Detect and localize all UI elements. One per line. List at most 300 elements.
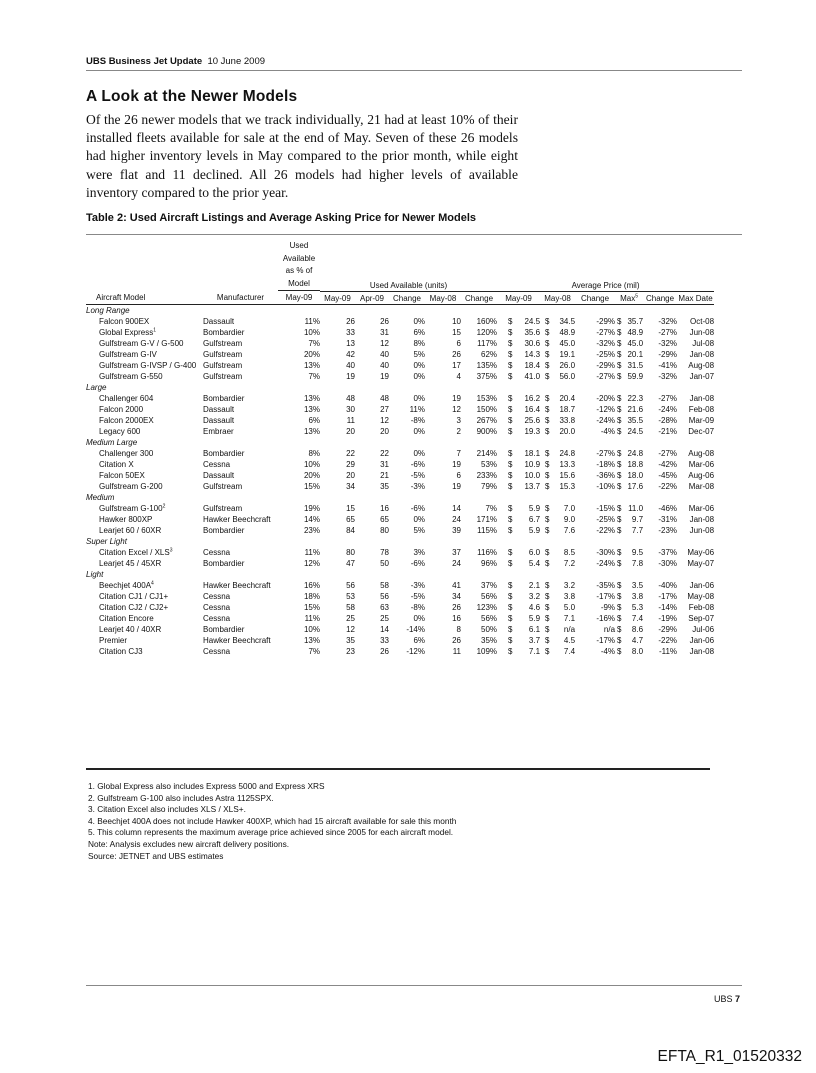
units-chg1: -6%: [410, 503, 425, 513]
pct-available: 13%: [303, 426, 320, 436]
price-max: [615, 415, 643, 426]
max-date: Jan-06: [689, 580, 715, 590]
units-chg1: 0%: [413, 393, 425, 403]
aircraft-model-name: Beechjet 400A: [99, 580, 152, 590]
price-max: [615, 360, 643, 371]
price-p08: [540, 613, 575, 624]
price-value: 25.6: [524, 415, 541, 425]
price-p08: [540, 635, 575, 646]
table-row: [86, 349, 714, 360]
units-chg2: 267%: [476, 415, 498, 425]
table-row: [86, 591, 714, 602]
price-value: 5.4: [528, 558, 541, 568]
manufacturer: Bombardier: [203, 327, 245, 337]
units-apr09: 35: [380, 481, 389, 491]
dollar-sign: $: [508, 558, 513, 568]
max-change: -27%: [658, 327, 678, 337]
units-may09: 53: [346, 591, 355, 601]
price-value: 35.7: [627, 316, 644, 326]
group-label: Medium Large: [86, 437, 138, 447]
table-row: [86, 613, 714, 624]
dollar-sign: $: [617, 393, 622, 403]
price-p09: [497, 602, 540, 613]
table-row: [86, 371, 714, 382]
max-change: -19%: [658, 613, 678, 623]
dollar-sign: $: [508, 525, 513, 535]
pct-available: 11%: [304, 613, 320, 623]
price-change: -36%: [596, 470, 616, 480]
price-max: [615, 327, 643, 338]
dollar-sign: $: [545, 602, 550, 612]
price-change: -20%: [596, 393, 616, 403]
units-chg2: 7%: [485, 503, 498, 513]
pct-available: 13%: [303, 393, 320, 403]
units-may09: 22: [346, 448, 355, 458]
price-p09: [497, 459, 540, 470]
price-p08: [540, 558, 575, 569]
dollar-sign: $: [508, 426, 513, 436]
price-p09: [497, 338, 540, 349]
max-date: May-07: [687, 558, 715, 568]
units-apr09: 21: [380, 470, 389, 480]
dollar-sign: $: [545, 470, 550, 480]
dollar-sign: $: [545, 503, 550, 513]
table-row: [86, 514, 714, 525]
aircraft-model: [86, 316, 203, 327]
dollar-sign: $: [508, 613, 513, 623]
aircraft-model: [86, 547, 203, 558]
units-may08: 4: [456, 371, 461, 381]
price-value: 16.2: [524, 393, 541, 403]
price-max: [615, 514, 643, 525]
max-change: -41%: [658, 360, 678, 370]
max-date: Aug-08: [688, 360, 715, 370]
price-p08: [540, 459, 575, 470]
price-value: 48.9: [627, 327, 644, 337]
price-change: -32%: [596, 338, 616, 348]
units-may08: 26: [452, 635, 461, 645]
units-apr09: 16: [380, 503, 389, 513]
aircraft-model: [86, 525, 203, 536]
units-apr09: 40: [380, 349, 389, 359]
max-change: -28%: [658, 415, 678, 425]
units-chg2: 117%: [477, 338, 498, 348]
price-value: 4.5: [563, 635, 576, 645]
max-date: Mar-06: [688, 503, 715, 513]
aircraft-model: [86, 426, 203, 437]
units-apr09: 19: [380, 371, 389, 381]
aircraft-model: [86, 470, 203, 481]
price-p08: [540, 360, 575, 371]
price-change: -17%: [596, 635, 616, 645]
aircraft-model-name: Learjet 60 / 60XR: [99, 525, 162, 535]
price-p09: [497, 327, 540, 338]
column-header-label: May-09: [324, 293, 351, 303]
footnote-marker: 1: [153, 326, 157, 333]
dollar-sign: $: [508, 602, 513, 612]
units-may09: 23: [346, 646, 355, 656]
manufacturer: Hawker Beechcraft: [203, 580, 271, 590]
units-may08: 41: [452, 580, 461, 590]
units-apr09: 63: [380, 602, 389, 612]
column-header-label: Manufacturer: [216, 293, 265, 303]
price-p09: [497, 360, 540, 371]
manufacturer: Gulfstream: [203, 371, 243, 381]
price-value: 18.8: [627, 459, 644, 469]
price-value: 35.6: [524, 327, 541, 337]
manufacturer: Gulfstream: [203, 503, 243, 513]
price-value: 13.7: [524, 481, 541, 491]
units-may08: 7: [456, 448, 461, 458]
units-chg2: 160%: [476, 316, 498, 326]
aircraft-model-name: Gulfstream G-200: [99, 481, 163, 491]
dollar-sign: $: [508, 481, 513, 491]
max-date: Jul-06: [692, 624, 715, 634]
header-rule: [86, 70, 742, 71]
price-value: 5.0: [563, 602, 576, 612]
units-chg1: -3%: [410, 481, 425, 491]
units-chg2: 116%: [477, 547, 498, 557]
dollar-sign: $: [617, 558, 622, 568]
price-value: 18.0: [627, 470, 644, 480]
price-value: 7.0: [563, 503, 576, 513]
table-top-rule: [86, 234, 742, 235]
price-p09: [497, 591, 540, 602]
max-date: Sep-07: [688, 613, 715, 623]
table-row: [86, 448, 714, 459]
column-header: [425, 291, 461, 304]
units-apr09: 33: [380, 635, 389, 645]
max-change: -27%: [658, 448, 678, 458]
table-row: [86, 415, 714, 426]
dollar-sign: $: [508, 404, 513, 414]
column-header-label: Apr-09: [359, 293, 384, 303]
dollar-sign: $: [617, 349, 622, 359]
group-label: Large: [86, 382, 107, 392]
table-row: [86, 470, 714, 481]
units-may08: 16: [452, 613, 461, 623]
table-row: [86, 360, 714, 371]
table-row: [86, 503, 714, 514]
units-chg1: 6%: [413, 635, 425, 645]
manufacturer: Cessna: [203, 646, 231, 656]
aircraft-model-name: Citation CJ3: [99, 646, 143, 656]
dollar-sign: $: [508, 580, 513, 590]
header-date: 10 June 2009: [207, 56, 266, 67]
footnote-line: Source: JETNET and UBS estimates: [88, 850, 224, 861]
price-p08: [540, 448, 575, 459]
aircraft-model: [86, 371, 203, 382]
aircraft-model: [86, 415, 203, 426]
column-header: [615, 291, 643, 304]
aircraft-model-name: Citation X: [99, 459, 134, 469]
dollar-sign: $: [508, 316, 513, 326]
column-header: [389, 291, 425, 304]
column-header: [575, 291, 615, 304]
units-may09: 65: [346, 514, 355, 524]
price-value: 34.5: [559, 316, 576, 326]
units-may09: 56: [346, 580, 355, 590]
price-max: [615, 371, 643, 382]
aircraft-model: [86, 635, 203, 646]
price-value: 3.5: [631, 580, 644, 590]
aircraft-model: [86, 404, 203, 415]
header-title: UBS Business Jet Update: [86, 56, 203, 67]
price-value: 19.1: [559, 349, 576, 359]
units-chg1: -8%: [410, 415, 425, 425]
price-change: -17%: [596, 591, 616, 601]
pct-available: 19%: [303, 503, 320, 513]
max-date: Jan-08: [689, 349, 715, 359]
pct-available: 20%: [303, 470, 320, 480]
pct-available: 7%: [308, 371, 320, 381]
max-change: -23%: [658, 525, 678, 535]
units-chg1: 0%: [413, 316, 425, 326]
price-change: -24%: [596, 415, 616, 425]
dollar-sign: $: [545, 547, 550, 557]
max-date: Jan-08: [689, 514, 715, 524]
table-row: [86, 547, 714, 558]
footnote-line: Note: Analysis excludes new aircraft delivery positions.: [88, 838, 290, 849]
units-may08: 3: [456, 415, 461, 425]
units-may09: 29: [346, 459, 355, 469]
price-change: n/a: [603, 624, 616, 634]
document-id: EFTA_R1_01520332: [657, 1048, 802, 1065]
footnote-marker: 2: [162, 502, 166, 509]
units-chg1: 0%: [413, 360, 425, 370]
manufacturer: Hawker Beechcraft: [203, 635, 271, 645]
price-change: -29%: [596, 360, 616, 370]
dollar-sign: $: [617, 404, 622, 414]
units-apr09: 12: [380, 338, 389, 348]
dollar-sign: $: [545, 591, 550, 601]
price-value: 8.0: [631, 646, 644, 656]
price-change: -9%: [600, 602, 616, 612]
units-chg1: -14%: [406, 624, 425, 634]
dollar-sign: $: [508, 635, 513, 645]
max-change: -45%: [658, 470, 678, 480]
pct-available: 14%: [303, 514, 320, 524]
manufacturer: Bombardier: [203, 448, 245, 458]
price-change: -10%: [596, 481, 616, 491]
units-apr09: 27: [380, 404, 389, 414]
units-may09: 30: [346, 404, 355, 414]
max-change: -22%: [658, 481, 678, 491]
pct-available: 18%: [303, 591, 320, 601]
units-chg1: 0%: [413, 514, 425, 524]
manufacturer: Bombardier: [203, 624, 245, 634]
units-may09: 58: [346, 602, 355, 612]
price-value: 24.8: [559, 448, 576, 458]
units-apr09: 65: [380, 514, 389, 524]
pct-available: 20%: [303, 349, 320, 359]
price-value: 24.5: [524, 316, 541, 326]
price-max: [615, 481, 643, 492]
price-value: 18.4: [524, 360, 541, 370]
group-row: [86, 382, 714, 393]
manufacturer: Dassault: [203, 470, 235, 480]
units-apr09: 25: [380, 613, 389, 623]
manufacturer: Gulfstream: [203, 349, 243, 359]
price-value: 4.7: [631, 635, 644, 645]
page-number: [714, 994, 740, 1004]
units-may08: 14: [452, 503, 461, 513]
price-p08: [540, 525, 575, 536]
units-chg1: 0%: [413, 371, 425, 381]
price-p08: [540, 481, 575, 492]
price-max: [615, 646, 643, 657]
max-change: -32%: [658, 316, 678, 326]
units-apr09: 50: [380, 558, 389, 568]
dollar-sign: $: [617, 503, 622, 513]
pct-available: 11%: [304, 547, 320, 557]
units-chg2: 115%: [477, 525, 498, 535]
dollar-sign: $: [545, 338, 550, 348]
dollar-sign: $: [617, 602, 622, 612]
aircraft-model: [86, 327, 203, 338]
footnote-line: 1. Global Express also includes Express 5000 and Express XRS: [88, 781, 325, 791]
units-chg1: 11%: [409, 404, 425, 414]
price-value: 20.0: [559, 426, 576, 436]
group-row: [86, 569, 714, 580]
dollar-sign: $: [617, 635, 622, 645]
units-apr09: 56: [380, 591, 389, 601]
units-chg1: 0%: [413, 426, 425, 436]
price-max: [615, 470, 643, 481]
table-row: [86, 481, 714, 492]
aircraft-model: [86, 481, 203, 492]
aircraft-model: [86, 349, 203, 360]
price-value: 7.2: [563, 558, 576, 568]
aircraft-model: [86, 624, 203, 635]
price-value: 35.5: [627, 415, 644, 425]
price-change: -25%: [596, 514, 616, 524]
aircraft-model-name: Gulfstream G-IVSP / G-400: [99, 360, 197, 370]
manufacturer: Bombardier: [203, 558, 245, 568]
dollar-sign: $: [617, 481, 622, 491]
pct-available: 16%: [303, 580, 320, 590]
aircraft-model: [86, 580, 203, 591]
footnote-marker: 4: [151, 579, 154, 586]
price-p09: [497, 349, 540, 360]
footnote-line: 2. Gulfstream G-100 also includes Astra 1125SPX.: [88, 792, 274, 803]
price-max: [615, 448, 643, 459]
price-value: 3.8: [631, 591, 644, 601]
price-max: [615, 602, 643, 613]
dollar-sign: $: [617, 360, 622, 370]
dollar-sign: $: [545, 316, 550, 326]
units-chg1: -5%: [410, 591, 425, 601]
price-value: 30.6: [524, 338, 541, 348]
aircraft-model: [86, 393, 203, 404]
units-chg2: 50%: [481, 624, 498, 634]
units-may09: 11: [346, 415, 355, 425]
units-may08: 15: [452, 327, 461, 337]
column-header-label: May-08: [544, 293, 571, 303]
price-change: -27%: [596, 371, 616, 381]
dollar-sign: $: [617, 580, 622, 590]
max-change: -14%: [658, 602, 678, 612]
aircraft-model-name: Citation Encore: [99, 613, 154, 623]
group-label: Light: [86, 569, 104, 579]
max-date: Jan-08: [689, 393, 715, 403]
units-chg2: 233%: [476, 470, 498, 480]
price-change: -4%: [600, 426, 616, 436]
price-value: 33.8: [559, 415, 576, 425]
price-value: 6.1: [528, 624, 541, 634]
pct-available: 11%: [304, 316, 320, 326]
dollar-sign: $: [545, 404, 550, 414]
aircraft-model: [86, 602, 203, 613]
column-header: [86, 291, 203, 304]
dollar-sign: $: [545, 448, 550, 458]
units-may09: 20: [346, 426, 355, 436]
pct-available: 8%: [308, 448, 320, 458]
units-chg2: 214%: [476, 448, 498, 458]
body-paragraph: Of the 26 newer models that we track individually, 21 had at least 10% of their installed fleets available for sale at the end of May. Seven of these 26 models had higher inventory levels in May compared to the prior month, while eight were flat and 11 declined. All 26 models had higher levels of available inventory compared to the prior year.: [86, 112, 518, 200]
dollar-sign: $: [545, 514, 550, 524]
max-change: -32%: [658, 338, 678, 348]
price-value: 9.7: [631, 514, 644, 524]
dollar-sign: $: [508, 393, 513, 403]
units-may08: 24: [452, 558, 461, 568]
price-p08: [540, 349, 575, 360]
price-p08: [540, 624, 575, 635]
price-max: [615, 503, 643, 514]
max-date: Mar-09: [688, 415, 715, 425]
units-apr09: 20: [380, 426, 389, 436]
units-may09: 34: [346, 481, 355, 491]
price-value: 56.0: [559, 371, 576, 381]
price-change: -25%: [596, 349, 616, 359]
manufacturer: Bombardier: [203, 525, 245, 535]
dollar-sign: $: [545, 525, 550, 535]
max-change: -22%: [658, 635, 678, 645]
price-value: 24.5: [627, 426, 644, 436]
column-header-label: Max Date: [678, 293, 713, 303]
units-may09: 48: [346, 393, 355, 403]
aircraft-model-name: Gulfstream G-100: [99, 503, 163, 513]
units-may09: 12: [346, 624, 355, 634]
dollar-sign: $: [617, 525, 622, 535]
table-row: [86, 459, 714, 470]
dollar-sign: $: [545, 327, 550, 337]
manufacturer: Cessna: [203, 602, 231, 612]
dollar-sign: $: [545, 349, 550, 359]
max-date: Feb-08: [688, 404, 715, 414]
max-change: -42%: [658, 459, 678, 469]
manufacturer: Cessna: [203, 547, 231, 557]
units-may09: 80: [346, 547, 355, 557]
price-max: [615, 349, 643, 360]
price-value: 4.6: [528, 602, 541, 612]
aircraft-model: [86, 591, 203, 602]
price-p09: [497, 426, 540, 437]
price-p08: [540, 393, 575, 404]
price-value: 7.4: [631, 613, 644, 623]
units-chg2: 53%: [481, 459, 498, 469]
units-chg2: 79%: [481, 481, 498, 491]
pct-available: 10%: [303, 459, 320, 469]
price-value: 18.1: [524, 448, 541, 458]
max-change: -46%: [658, 503, 678, 513]
units-may09: 19: [346, 371, 355, 381]
price-p09: [497, 547, 540, 558]
dollar-sign: $: [617, 459, 622, 469]
price-p08: [540, 514, 575, 525]
group-row: [86, 304, 714, 316]
units-may09: 84: [346, 525, 355, 535]
